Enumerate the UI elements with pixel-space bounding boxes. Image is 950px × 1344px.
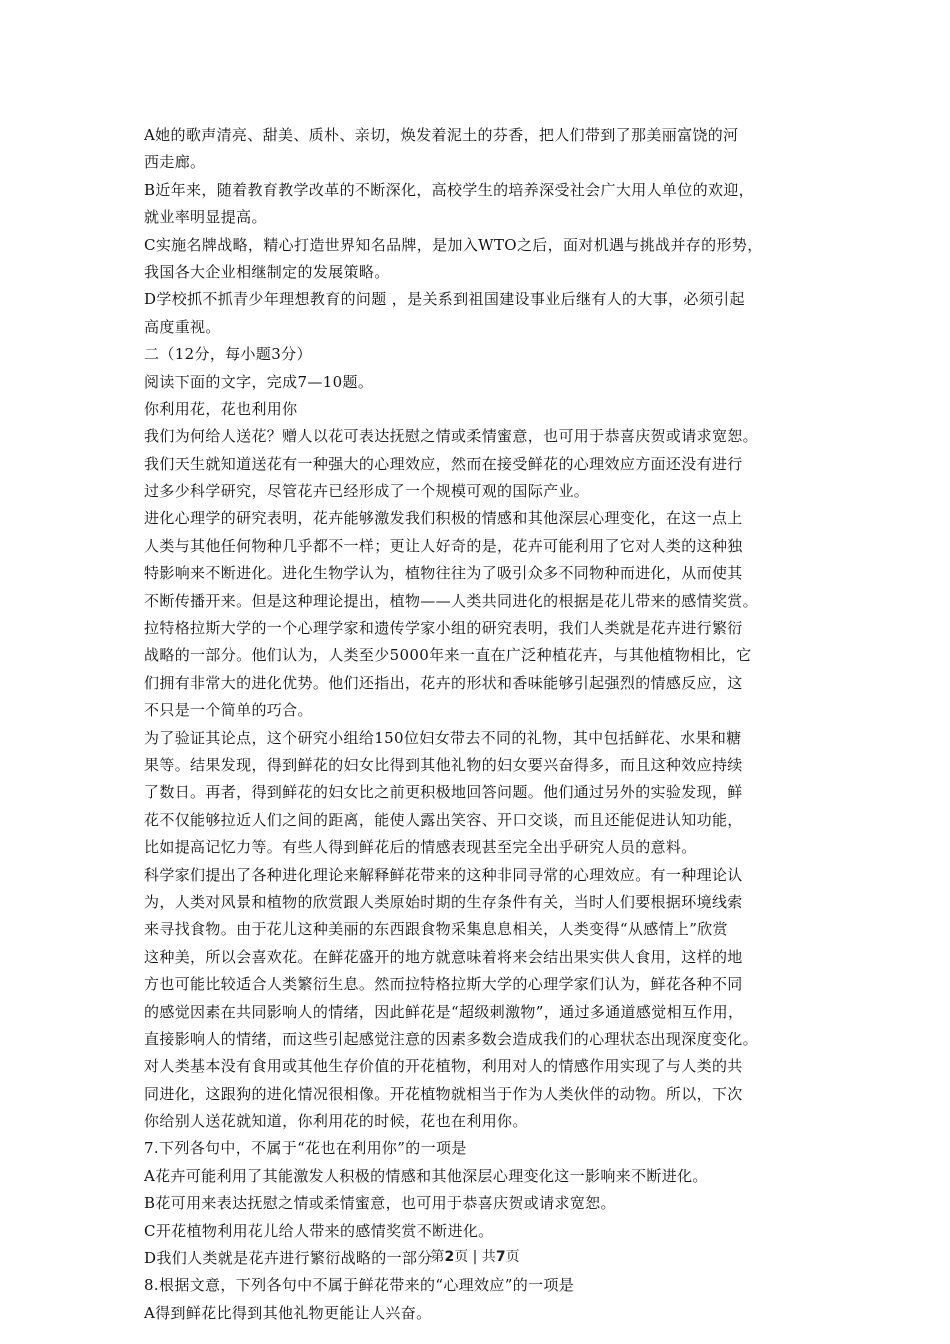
text-line: 的感觉因素在共同影响人的情绪，因此鲜花是“超级刺激物”，通过多通道感觉相互作用， xyxy=(144,1002,744,1021)
footer-prefix: 第 xyxy=(430,1249,445,1265)
footer-middle: 页 | 共 xyxy=(454,1249,496,1265)
text-line: 阅读下面的文字，完成7—10题。 xyxy=(144,372,374,391)
footer-current-page: 2 xyxy=(444,1249,455,1265)
page-footer xyxy=(0,1246,950,1266)
text-line: 过多少科学研究，尽管花卉已经形成了一个规模可观的国际产业。 xyxy=(144,482,590,501)
text-line: A她的歌声清亮、甜美、质朴、亲切，焕发着泥土的芬香，把人们带到了那美丽富饶的河 xyxy=(144,126,739,144)
text-line: A得到鲜花比得到其他礼物更能让人兴奋。 xyxy=(144,1303,432,1322)
text-line: 8.根据文意，下列各句中不属于鲜花带来的“心理效应”的一项是 xyxy=(144,1276,575,1295)
text-line: 你利用花，花也利用你 xyxy=(144,399,298,418)
text-line: 不断传播开来。但是这种理论提出，植物——人类共同进化的根据是花儿带来的感情奖赏。 xyxy=(144,591,759,610)
text-line: 为了验证其论点，这个研究小组给150位妇女带去不同的礼物，其中包括鲜花、水果和糖 xyxy=(144,728,742,747)
text-line: 我们天生就知道送花有一种强大的心理效应，然而在接受鲜花的心理效应方面还没有进行 xyxy=(144,454,743,473)
text-line: 7.下列各句中，不属于“花也在利用你”的一项是 xyxy=(144,1139,467,1158)
text-line: 就业率明显提高。 xyxy=(144,208,267,227)
text-line: 花不仅能够拉近人们之间的距离，能使人露出笑容、开口交谈，而且还能促进认知功能， xyxy=(144,810,743,829)
text-line: 来寻找食物。由于花儿这种美丽的东西跟食物采集息息相关，人类变得“从感情上”欣赏 xyxy=(144,920,728,939)
text-line: D我们人类就是花卉进行繁衍战略的一部分 xyxy=(144,1249,433,1268)
text-line: C开花植物利用花儿给人带来的感情奖赏不断进化。 xyxy=(144,1221,494,1240)
page-text-body xyxy=(144,122,814,1327)
text-line: 这种美，所以会喜欢花。在鲜花盛开的地方就意味着将来会结出果实供人食用，这样的地 xyxy=(144,947,743,966)
text-line: 们拥有非常大的进化优势。他们还指出，花卉的形状和香味能够引起强烈的情感反应，这 xyxy=(144,673,743,692)
text-line: 比如提高记忆力等。有些人得到鲜花后的情感表现甚至完全出乎研究人员的意料。 xyxy=(144,838,697,857)
text-line: 战略的一部分。他们认为，人类至少5000年来一直在广泛种植花卉，与其他植物相比，它 xyxy=(144,646,752,665)
text-line: B花可用来表达抚慰之情或柔情蜜意，也可用于恭喜庆贺或请求宽恕。 xyxy=(144,1194,616,1213)
text-line: 为，人类对风景和植物的欣赏跟人类原始时期的生存条件有关，当时人们要根据环境线索 xyxy=(144,892,743,911)
text-line: 二（12分，每小题3分） xyxy=(144,345,312,364)
text-line: 不只是一个简单的巧合。 xyxy=(144,701,313,720)
text-line: 科学家们提出了各种进化理论来解释鲜花带来的这种非同寻常的心理效应。有一种理论认 xyxy=(144,865,743,884)
text-line: 你给别人送花就知道，你利用花的时候，花也在利用你。 xyxy=(144,1112,528,1131)
text-line: 同进化，这跟狗的进化情况很相像。开花植物就相当于作为人类伙伴的动物。所以，下次 xyxy=(144,1084,743,1103)
text-line: B近年来，随着教育教学改革的不断深化，高校学生的培养深受社会广大用人单位的欢迎， xyxy=(144,180,755,199)
text-line: C实施名牌战略，精心打造世界知名品牌，是加入WTO之后，面对机遇与挑战并存的形势， xyxy=(144,235,763,254)
text-line: 我国各大企业相继制定的发展策略。 xyxy=(144,262,390,281)
text-line: 对人类基本没有食用或其他生存价值的开花植物，利用对人的情感作用实现了与人类的共 xyxy=(144,1057,743,1076)
text-line: 了数日。再者，得到鲜花的妇女比之前更积极地回答问题。他们通过另外的实验发现，鲜 xyxy=(144,783,743,802)
text-line: 方也可能比较适合人类繁衍生息。然而拉特格拉斯大学的心理学家们认为，鲜花各种不同 xyxy=(144,975,743,994)
text-line: 高度重视。 xyxy=(144,317,221,336)
text-line: 我们为何给人送花？赠人以花可表达抚慰之情或柔情蜜意，也可用于恭喜庆贺或请求宽恕。 xyxy=(144,427,759,446)
footer-total-pages: 7 xyxy=(495,1249,506,1265)
footer-suffix: 页 xyxy=(505,1249,520,1265)
text-line: 西走廊。 xyxy=(144,153,206,172)
text-line: 特影响来不断进化。进化生物学认为，植物往往为了吸引众多不同物种而进化，从而使其 xyxy=(144,564,743,583)
text-line: A花卉可能利用了其能激发人积极的情感和其他深层心理变化这一影响来不断进化。 xyxy=(144,1166,708,1185)
text-line: 拉特格拉斯大学的一个心理学家和遗传学家小组的研究表明，我们人类就是花卉进行繁衍 xyxy=(144,619,743,638)
text-line: 人类与其他任何物种几乎都不一样；更让人好奇的是，花卉可能利用了它对人类的这种独 xyxy=(144,536,743,555)
text-line: D学校抓不抓青少年理想教育的问题 ，是关系到祖国建设事业后继有人的大事，必须引起 xyxy=(144,290,745,309)
text-line: 直接影响人的情绪，而这些引起感觉注意的因素多数会造成我们的心理状态出现深度变化。 xyxy=(144,1029,759,1048)
text-line: 果等。结果发现，得到鲜花的妇女比得到其他礼物的妇女要兴奋得多，而且这种效应持续 xyxy=(144,755,743,774)
text-line: 进化心理学的研究表明，花卉能够激发我们积极的情感和其他深层心理变化，在这一点上 xyxy=(144,509,743,528)
